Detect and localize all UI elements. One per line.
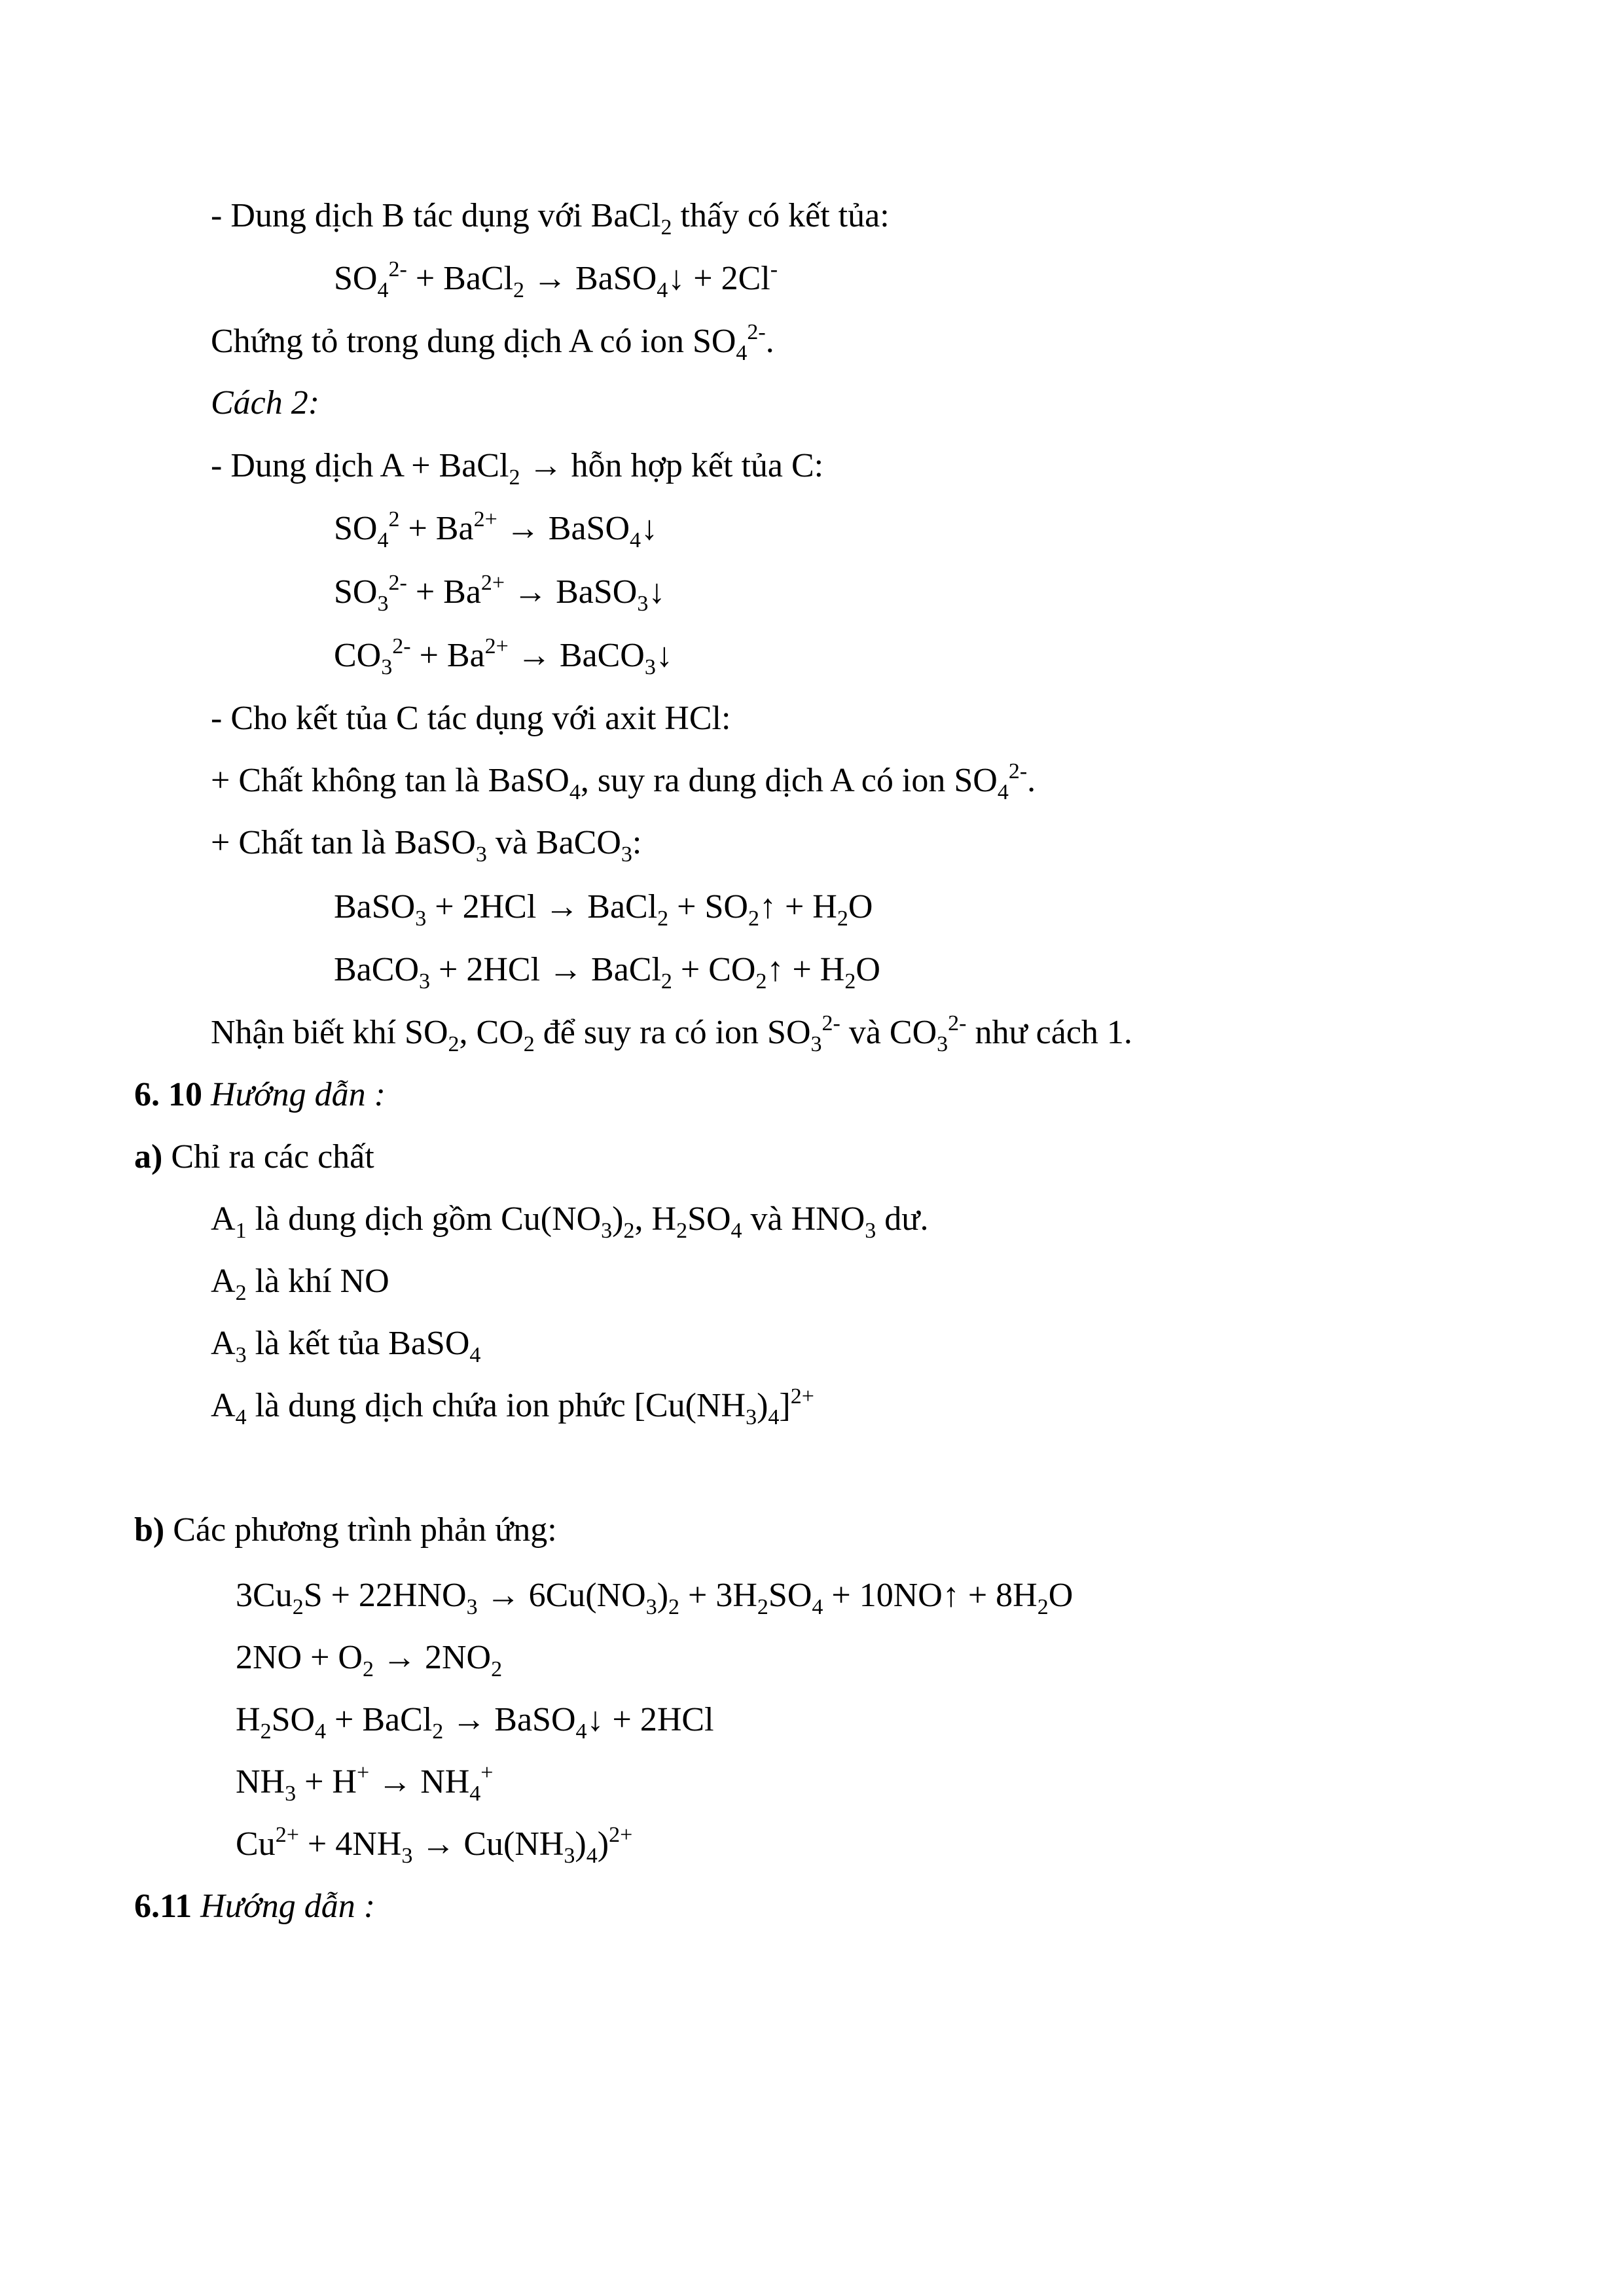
superscript: 2	[388, 507, 400, 531]
text-run: ]	[779, 1387, 791, 1424]
superscript: 2+	[480, 571, 505, 595]
text-run: là dung dịch gồm Cu(NO	[246, 1200, 602, 1238]
text-run: - Dung dịch B tác dụng với BaCl	[211, 197, 661, 234]
superscript: 2+	[473, 507, 497, 531]
text-run: + Chất tan là BaSO	[211, 824, 476, 861]
subscript: 3	[419, 969, 430, 994]
subscript: 2	[523, 1032, 535, 1056]
text-run: + Ba	[406, 573, 481, 611]
text-run: + BaCl	[326, 1701, 433, 1738]
text-run: )	[597, 1825, 609, 1863]
subscript: 4	[377, 528, 389, 552]
text-run: thấy có kết tủa:	[672, 197, 890, 234]
text-run: SO	[271, 1701, 316, 1738]
text-run: + H	[296, 1763, 357, 1801]
text-run: O	[848, 888, 873, 925]
text-run: SO	[334, 510, 378, 547]
subscript: 2	[432, 1719, 444, 1744]
text-run: 2NO + O	[236, 1639, 363, 1676]
text-run: → BaSO	[443, 1701, 576, 1738]
subscript: 3	[865, 1219, 876, 1243]
text-run: Chỉ ra các chất	[162, 1138, 374, 1175]
text-run: A	[211, 1387, 236, 1424]
text-run: → BaSO	[497, 510, 630, 547]
subscript: 3	[637, 592, 649, 616]
text-run: + 4NH	[298, 1825, 402, 1863]
subscript: 4	[575, 1719, 587, 1744]
text-run: H	[236, 1701, 261, 1738]
text-run: :	[632, 824, 642, 861]
text-run	[192, 1888, 200, 1925]
text-line	[211, 384, 319, 423]
superscript: -	[770, 257, 778, 281]
subscript: 1	[235, 1219, 247, 1243]
text-run: để suy ra có ion SO	[534, 1014, 811, 1051]
text-run: - Dung dịch A + BaCl	[211, 447, 509, 484]
subscript: 2	[513, 278, 525, 302]
subscript: 4	[630, 528, 641, 552]
subscript: 2	[448, 1032, 460, 1056]
text-line	[211, 1011, 1132, 1056]
subscript: 3	[621, 842, 632, 867]
text-run: + 2HCl → BaCl	[430, 951, 661, 988]
subscript: 4	[768, 1405, 780, 1429]
subscript: 2	[657, 906, 669, 931]
text-run: Nhận biết khí SO	[211, 1014, 448, 1051]
text-run: + Ba	[399, 510, 474, 547]
text-run: A	[211, 1263, 236, 1300]
text-run: Chứng tỏ trong dung dịch A có ion SO	[211, 323, 736, 360]
text-run: O	[856, 951, 880, 988]
subscript: 4	[657, 278, 668, 302]
subscript: 2	[668, 1595, 680, 1619]
text-run: Hướng dẫn :	[211, 1076, 386, 1113]
subscript: 2	[844, 969, 856, 994]
text-run: b)	[134, 1511, 165, 1549]
text-run: + Chất không tan là BaSO	[211, 762, 569, 799]
text-run: + CO	[672, 951, 756, 988]
subscript: 3	[564, 1844, 575, 1868]
text-run: 3Cu	[236, 1577, 293, 1614]
text-line	[211, 1384, 814, 1429]
superscript: +	[480, 1761, 494, 1785]
subscript: 4	[469, 1782, 481, 1806]
subscript: 2	[755, 969, 767, 994]
text-run: như cách 1.	[966, 1014, 1132, 1051]
subscript: 4	[469, 1343, 481, 1367]
text-run: a)	[134, 1138, 163, 1175]
text-line	[211, 823, 642, 867]
text-run: → 2NO	[373, 1639, 492, 1676]
text-run: Cu	[236, 1825, 276, 1863]
subscript: 2	[837, 906, 848, 931]
text-run: là dung dịch chứa ion phức [Cu(NH	[246, 1387, 746, 1424]
subscript: 3	[377, 592, 389, 616]
text-run: ↓ + 2HCl	[586, 1701, 714, 1738]
text-run: và HNO	[742, 1200, 865, 1238]
subscript: 3	[644, 655, 656, 679]
text-run: )	[575, 1825, 586, 1863]
text-run: → NH	[369, 1763, 470, 1801]
subscript: 3	[401, 1844, 413, 1868]
superscript: 2-	[821, 1011, 840, 1035]
text-run: là khí NO	[246, 1263, 389, 1300]
text-run: - Cho kết tủa C tác dụng với axit HCl:	[211, 700, 731, 737]
superscript: 2+	[609, 1823, 633, 1847]
text-line	[134, 1138, 374, 1177]
text-line	[334, 257, 778, 302]
subscript: 2	[623, 1219, 635, 1243]
text-line	[236, 1576, 1074, 1619]
subscript: 2	[491, 1657, 503, 1681]
text-run: ↓	[648, 573, 666, 611]
text-line	[236, 1700, 714, 1744]
text-line	[211, 1200, 929, 1243]
text-run: + 2HCl → BaCl	[426, 888, 658, 925]
subscript: 2	[260, 1719, 272, 1744]
text-run: ↓	[655, 637, 673, 674]
text-run: NH	[236, 1763, 285, 1801]
text-line	[211, 1324, 481, 1367]
text-run: .	[765, 323, 774, 360]
text-line	[211, 320, 774, 365]
text-line	[236, 1761, 494, 1806]
subscript: 4	[736, 341, 748, 365]
text-run: , H	[634, 1200, 677, 1238]
subscript: 2	[660, 215, 672, 240]
text-line	[334, 571, 666, 616]
text-line	[134, 1511, 557, 1550]
text-line	[211, 699, 731, 738]
text-line	[134, 1075, 386, 1115]
subscript: 4	[569, 780, 581, 804]
text-run: + 10NO↑ + 8H	[823, 1577, 1038, 1614]
subscript: 3	[235, 1343, 247, 1367]
text-run: BaSO	[334, 888, 416, 925]
text-run: → hỗn hợp kết tủa C:	[520, 447, 824, 484]
text-line	[236, 1638, 503, 1681]
text-run: + SO	[668, 888, 748, 925]
subscript: 4	[586, 1844, 598, 1868]
text-run: + BaCl	[406, 260, 514, 297]
superscript: 2+	[790, 1384, 814, 1408]
text-run: → Cu(NH	[412, 1825, 564, 1863]
superscript: 2-	[388, 257, 407, 281]
text-run: ↑ + H	[767, 951, 845, 988]
text-run: .	[1027, 762, 1036, 799]
text-run: SO	[334, 260, 378, 297]
subscript: 2	[235, 1281, 247, 1305]
subscript: 3	[601, 1219, 613, 1243]
text-run: ↓ + 2Cl	[668, 260, 770, 297]
subscript: 2	[509, 465, 520, 490]
subscript: 3	[466, 1595, 478, 1619]
superscript: 2-	[388, 571, 407, 595]
subscript: 2	[292, 1595, 304, 1619]
text-run: 6.11	[134, 1888, 192, 1925]
text-run: và CO	[840, 1014, 937, 1051]
subscript: 4	[315, 1719, 327, 1744]
subscript: 3	[645, 1595, 657, 1619]
subscript: 3	[937, 1032, 948, 1056]
text-run: dư.	[876, 1200, 929, 1238]
subscript: 4	[235, 1405, 247, 1429]
text-line	[236, 1823, 633, 1868]
subscript: 3	[415, 906, 427, 931]
text-line	[334, 507, 659, 552]
text-line	[211, 196, 890, 240]
text-run: A	[211, 1325, 236, 1362]
subscript: 4	[812, 1595, 823, 1619]
subscript: 2	[362, 1657, 374, 1681]
subscript: 2	[660, 969, 672, 994]
text-run: 6. 10	[134, 1076, 202, 1113]
subscript: 2	[676, 1219, 688, 1243]
subscript: 2	[748, 906, 759, 931]
subscript: 3	[746, 1405, 757, 1429]
superscript: +	[357, 1761, 370, 1785]
text-run: Cách 2:	[211, 384, 320, 422]
text-line	[211, 759, 1036, 804]
superscript: 2-	[1008, 759, 1028, 783]
text-run: )	[757, 1387, 768, 1424]
text-run: , suy ra dung dịch A có ion SO	[580, 762, 998, 799]
text-run: → BaCO	[508, 637, 645, 674]
text-line	[211, 446, 824, 490]
text-run: , CO	[459, 1014, 524, 1051]
text-run: là kết tủa BaSO	[246, 1325, 470, 1362]
text-line	[334, 950, 880, 994]
text-run: và BaCO	[486, 824, 621, 861]
subscript: 3	[810, 1032, 822, 1056]
text-run: )	[657, 1577, 669, 1614]
text-line	[211, 1262, 389, 1305]
text-run: CO	[334, 637, 382, 674]
superscript: 2-	[747, 320, 766, 344]
text-run: S + 22HNO	[303, 1577, 467, 1614]
text-line	[334, 888, 873, 931]
text-run: SO	[334, 573, 378, 611]
superscript: 2-	[948, 1011, 967, 1035]
text-run: ↓	[641, 510, 659, 547]
subscript: 3	[285, 1782, 297, 1806]
text-run: ↑ + H	[759, 888, 837, 925]
text-run: → BaSO	[505, 573, 638, 611]
text-line	[334, 634, 673, 679]
text-run: + 3H	[679, 1577, 757, 1614]
text-line	[134, 1887, 375, 1926]
text-run: Hướng dẫn :	[200, 1888, 376, 1925]
subscript: 4	[377, 278, 389, 302]
text-run: O	[1048, 1577, 1074, 1614]
text-run: → BaSO	[524, 260, 657, 297]
text-run: A	[211, 1200, 236, 1238]
superscript: 2+	[484, 634, 509, 658]
text-run: → 6Cu(NO	[477, 1577, 646, 1614]
subscript: 4	[731, 1219, 742, 1243]
subscript: 2	[757, 1595, 768, 1619]
text-run: + Ba	[410, 637, 485, 674]
subscript: 3	[381, 655, 393, 679]
superscript: 2-	[392, 634, 411, 658]
subscript: 4	[997, 780, 1009, 804]
text-run: Các phương trình phản ứng:	[164, 1511, 557, 1549]
subscript: 3	[475, 842, 487, 867]
text-run: SO	[768, 1577, 812, 1614]
text-run: SO	[687, 1200, 731, 1238]
superscript: 2+	[275, 1823, 299, 1847]
text-run: )	[612, 1200, 624, 1238]
subscript: 2	[1037, 1595, 1049, 1619]
text-run: BaCO	[334, 951, 419, 988]
text-run	[202, 1076, 211, 1113]
